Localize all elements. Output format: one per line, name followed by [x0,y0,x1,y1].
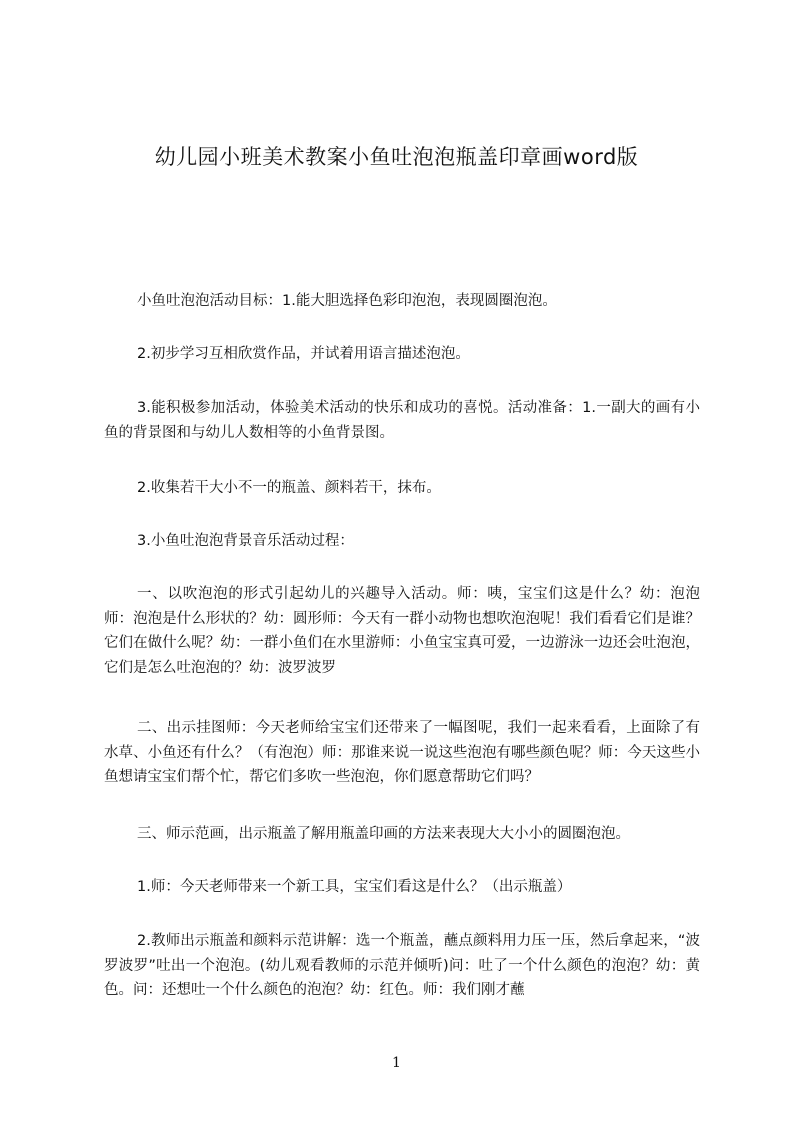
paragraph-step-2: 二、出示挂图师：今天老师给宝宝们还带来了一幅图呢，我们一起来看看，上面除了有水草、小鱼还有什么？（有泡泡）师：那谁来说一说这些泡泡有哪些颜色呢？师：今天这些小鱼想请宝宝们帮个忙，帮它们多吹一些泡泡，你们愿意帮助它们吗？ [104,720,700,785]
paragraph-step-1: 一、以吹泡泡的形式引起幼儿的兴趣导入活动。师：咦，宝宝们这是什么？幼：泡泡师：泡泡是什么形状的？幼：圆形师：今天有一群小动物也想吹泡泡呢！我们看看它们是谁？它们在做什么呢？幼：一群小鱼们在水里游师：小鱼宝宝真可爱，一边游泳一边还会吐泡泡，它们是怎么吐泡泡的？幼：波罗波罗 [104,586,700,676]
paragraph-step-3: 三、师示范画，出示瓶盖了解用瓶盖印画的方法来表现大大小小的圆圈泡泡。 [137,826,630,842]
document-title: 幼儿园小班美术教案小鱼吐泡泡瓶盖印章画word版 [154,145,639,169]
paragraph-preparation-3: 3.小鱼吐泡泡背景音乐活动过程： [137,533,354,549]
paragraph-step-3-1: 1.师：今天老师带来一个新工具，宝宝们看这是什么？（出示瓶盖） [137,879,572,895]
page-number: 1 [392,1055,401,1071]
paragraph-objective-2: 2.初步学习互相欣赏作品，并试着用语言描述泡泡。 [137,346,470,362]
paragraph-objective-3-preparation: 3.能积极参加活动，体验美术活动的快乐和成功的喜悦。活动准备：1.一副大的画有小鱼的背景图和与幼儿人数相等的小鱼背景图。 [104,400,700,441]
paragraph-objective-1: 小鱼吐泡泡活动目标：1.能大胆选择色彩印泡泡，表现圆圈泡泡。 [137,293,557,309]
paragraph-preparation-2: 2.收集若干大小不一的瓶盖、颜料若干，抹布。 [137,480,441,496]
paragraph-step-3-2: 2.教师出示瓶盖和颜料示范讲解：选一个瓶盖，蘸点颜料用力压一压，然后拿起来，“波罗波罗”吐出一个泡泡。(幼儿观看教师的示范并倾听)问：吐了一个什么颜色的泡泡？幼：黄色。问：还想吐一个什么颜色的泡泡？幼：红色。师：我们刚才蘸 [104,933,700,998]
